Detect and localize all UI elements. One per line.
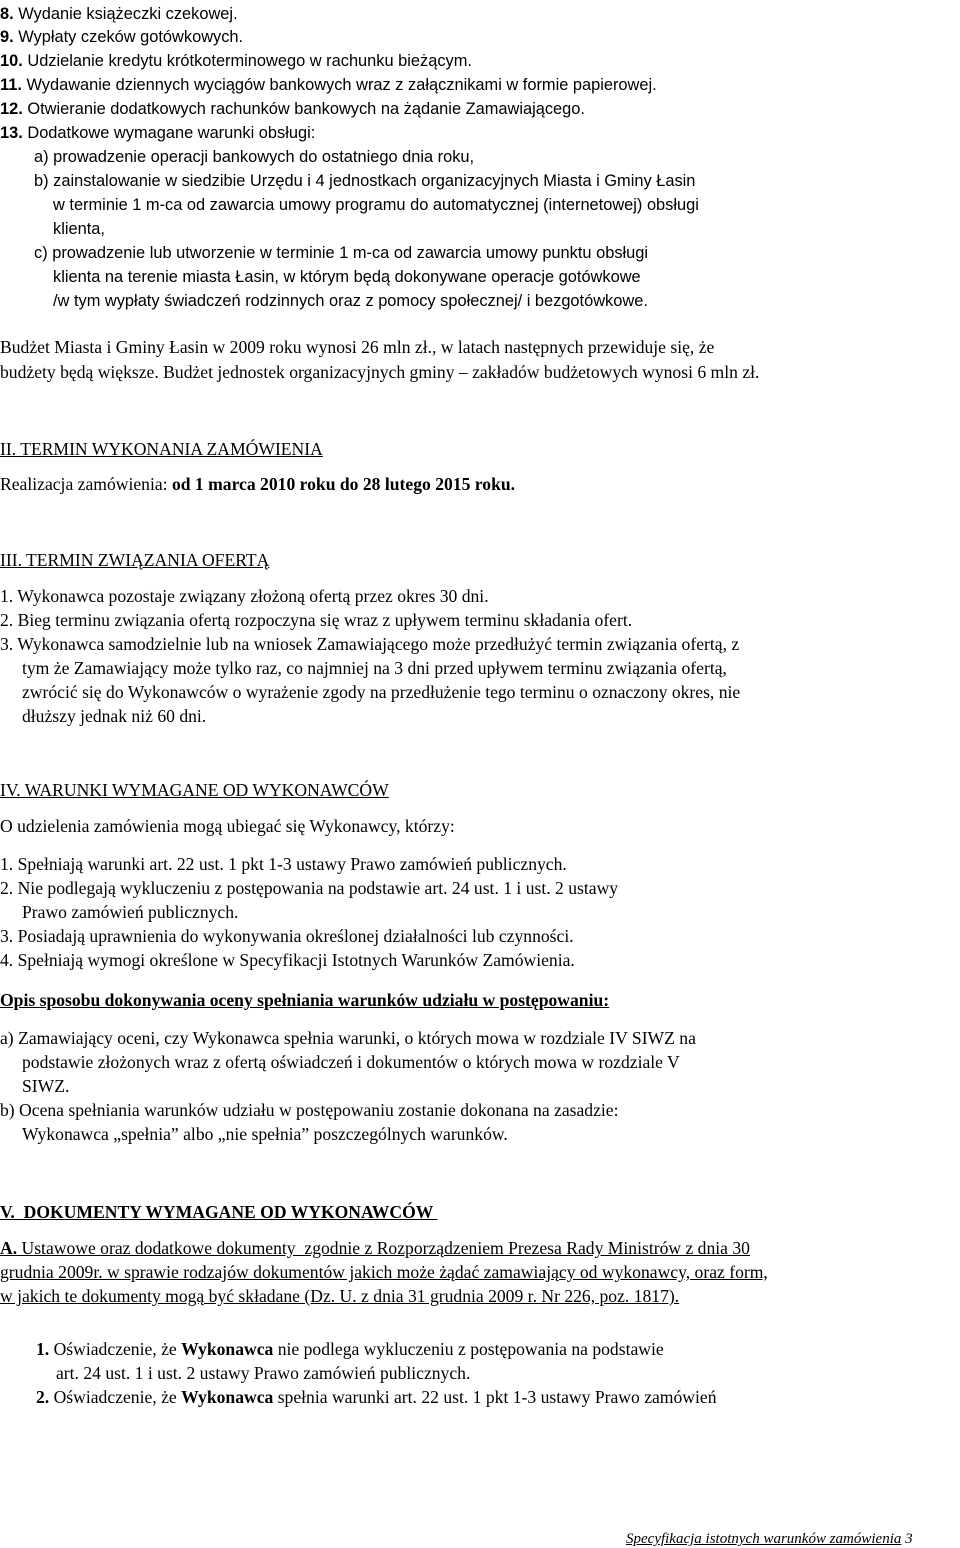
section3-line: 3. Wykonawca samodzielnie lub na wniosek Zamawiającego może przedłużyć termin związania ofertą, z xyxy=(0,634,740,654)
list-item-10: 10. Udzielanie kredytu krótkoterminowego w rachunku bieżącym. xyxy=(0,52,472,70)
assessment-line: b) Ocena spełniania warunków udziału w postępowaniu zostanie dokonana na zasadzie: xyxy=(0,1100,619,1120)
section5-para-line: A. Ustawowe oraz dodatkowe dokumenty zgodnie z Rozporządzeniem Prezesa Rady Ministrów z dnia 30 xyxy=(0,1238,750,1258)
section5-item-2: 2. Oświadczenie, że Wykonawca spełnia warunki art. 22 ust. 1 pkt 1-3 ustawy Prawo zamówień xyxy=(36,1387,717,1407)
section4-line: 4. Spełniają wymogi określone w Specyfikacji Istotnych Warunków Zamówienia. xyxy=(0,950,575,970)
assessment-heading: Opis sposobu dokonywania oceny spełniania warunków udziału w postępowaniu: xyxy=(0,990,610,1010)
section-heading-4: IV. WARUNKI WYMAGANE OD WYKONAWCÓW xyxy=(0,780,389,800)
item13-line: c) prowadzenie lub utworzenie w terminie 1 m-ca od zawarcia umowy punktu obsługi xyxy=(34,244,649,262)
page-footer: Specyfikacja istotnych warunków zamówienia 3 xyxy=(626,1531,913,1547)
section3-line: 2. Bieg terminu związania ofertą rozpoczyna się wraz z upływem terminu składania ofert. xyxy=(0,610,633,630)
realization-line: Realizacja zamówienia: od 1 marca 2010 roku do 28 lutego 2015 roku. xyxy=(0,474,516,494)
item13-line: w terminie 1 m-ca od zawarcia umowy programu do automatycznej (internetowej) obsługi xyxy=(53,196,699,214)
assessment-line: Wykonawca „spełnia” albo „nie spełnia” poszczególnych warunków. xyxy=(22,1124,508,1144)
assessment-line: SIWZ. xyxy=(22,1076,70,1096)
section3-line: dłuższy jednak niż 60 dni. xyxy=(22,706,207,726)
section3-line: 1. Wykonawca pozostaje związany złożoną ofertą przez okres 30 dni. xyxy=(0,586,489,606)
list-item-13: 13. Dodatkowe wymagane warunki obsługi: xyxy=(0,124,316,142)
page-number: 3 xyxy=(905,1531,913,1547)
list-item-8: 8. Wydanie książeczki czekowej. xyxy=(0,5,238,23)
item13-line: /w tym wypłaty świadczeń rodzinnych oraz z pomocy społecznej/ i bezgotówkowe. xyxy=(53,292,648,310)
item13-line: a) prowadzenie operacji bankowych do ostatniego dnia roku, xyxy=(34,148,475,166)
list-item-11: 11. Wydawanie dziennych wyciągów bankowych wraz z załącznikami w formie papierowej. xyxy=(0,76,657,94)
section5-para-line: grudnia 2009r. w sprawie rodzajów dokumentów jakich może żądać zamawiający od wykonawcy, oraz form, xyxy=(0,1262,768,1282)
section3-line: tym że Zamawiający może tylko raz, co najmniej na 3 dni przed upływem terminu związania ofertą, xyxy=(22,658,727,678)
item13-line: b) zainstalowanie w siedzibie Urzędu i 4 jednostkach organizacyjnych Miasta i Gminy Łasin xyxy=(34,172,696,190)
budget-line: budżety będą większe. Budżet jednostek organizacyjnych gminy – zakładów budżetowych wynosi 6 mln zł. xyxy=(0,362,760,382)
section5-item-1-cont: art. 24 ust. 1 i ust. 2 ustawy Prawo zamówień publicznych. xyxy=(56,1363,471,1383)
section4-line: 2. Nie podlegają wykluczeniu z postępowania na podstawie art. 24 ust. 1 i ust. 2 ustawy xyxy=(0,878,619,898)
list-item-9: 9. Wypłaty czeków gotówkowych. xyxy=(0,28,244,46)
item13-line: klienta na terenie miasta Łasin, w którym będą dokonywane operacje gotówkowe xyxy=(53,268,641,286)
section4-intro: O udzielenia zamówienia mogą ubiegać się Wykonawcy, którzy: xyxy=(0,816,455,836)
section4-line: 1. Spełniają warunki art. 22 ust. 1 pkt 1-3 ustawy Prawo zamówień publicznych. xyxy=(0,854,567,874)
section4-line: Prawo zamówień publicznych. xyxy=(22,902,239,922)
assessment-line: a) Zamawiający oceni, czy Wykonawca spełnia warunki, o których mowa w rozdziale IV SIWZ na xyxy=(0,1028,696,1048)
section-heading-3: III. TERMIN ZWIĄZANIA OFERTĄ xyxy=(0,550,270,570)
section-heading-5: V. DOKUMENTY WYMAGANE OD WYKONAWCÓW xyxy=(0,1202,438,1222)
list-item-12: 12. Otwieranie dodatkowych rachunków bankowych na żądanie Zamawiającego. xyxy=(0,100,585,118)
section3-line: zwrócić się do Wykonawców o wyrażenie zgody na przedłużenie tego terminu o oznaczony okres, nie xyxy=(22,682,741,702)
section5-para-line: w jakich te dokumenty mogą być składane (Dz. U. z dnia 31 grudnia 2009 r. Nr 226, poz. 1817). xyxy=(0,1286,680,1306)
item13-line: klienta, xyxy=(53,220,105,238)
budget-line: Budżet Miasta i Gminy Łasin w 2009 roku wynosi 26 mln zł., w latach następnych przewiduje się, że xyxy=(0,337,715,357)
section5-item-1: 1. Oświadczenie, że Wykonawca nie podlega wykluczeniu z postępowania na podstawie xyxy=(36,1339,664,1359)
assessment-line: podstawie złożonych wraz z ofertą oświadczeń i dokumentów o których mowa w rozdziale V xyxy=(22,1052,680,1072)
section-heading-2: II. TERMIN WYKONANIA ZAMÓWIENIA xyxy=(0,439,323,459)
section4-line: 3. Posiadają uprawnienia do wykonywania określonej działalności lub czynności. xyxy=(0,926,574,946)
